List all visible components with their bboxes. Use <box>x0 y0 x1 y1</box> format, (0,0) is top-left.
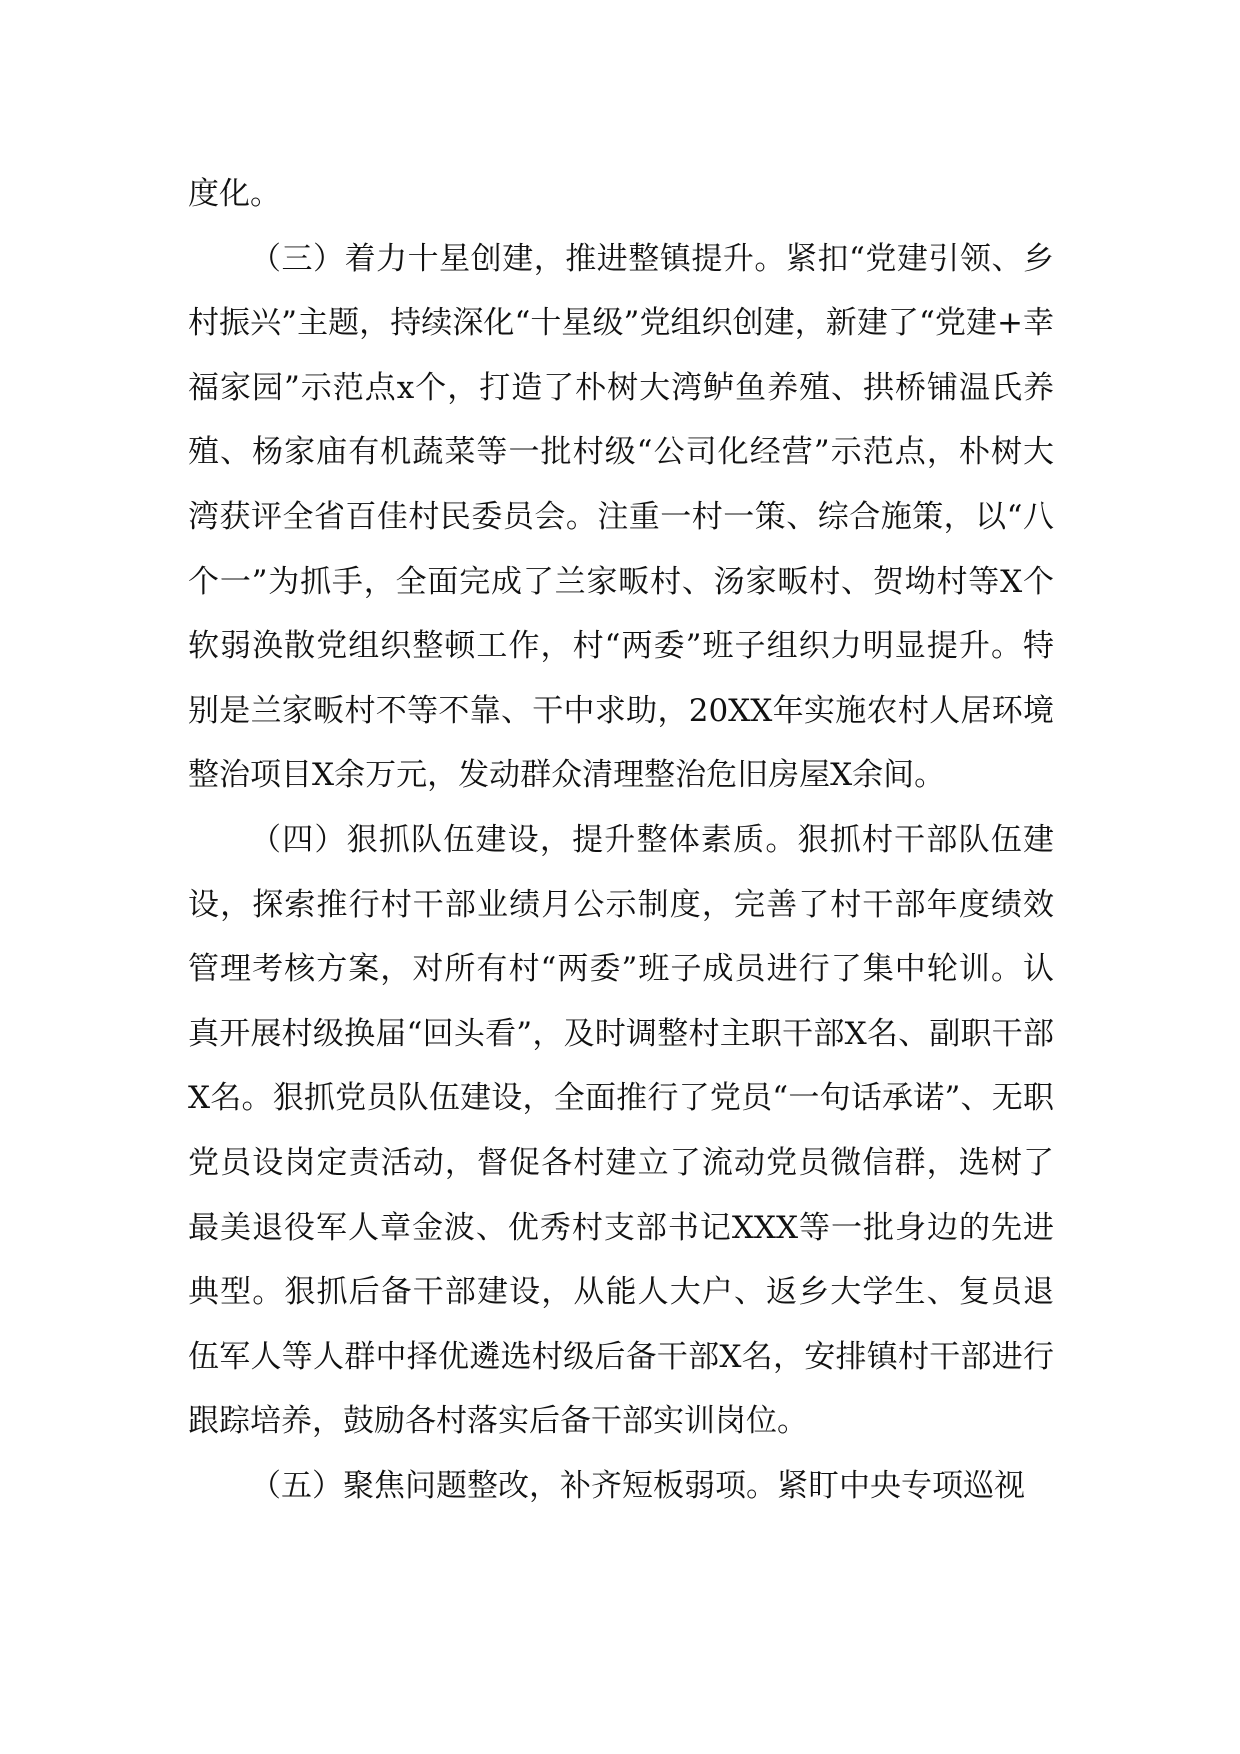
paragraph-section-5: （五）聚焦问题整改，补齐短板弱项。紧盯中央专项巡视 <box>250 1467 1025 1504</box>
paragraph-section-4: （四）狠抓队伍建设，提升整体素质。狠抓村干部队伍建设，探索推行村干部业绩月公示制度，完善了村干部年度绩效管理考核方案，对所有村“两委”班子成员进行了集中轮训。认真开展村级换届“回头看”，及时调整村主职干部X名、副职干部X名。狠抓党员队伍建设，全面推行了党员“一句话承诺”、无职党员设岗定责活动，督促各村建立了流动党员微信群，选树了最美退役军人章金波、优秀村支部书记XXX等一批身边的先进典型。狠抓后备干部建设，从能人大户、返乡大学生、复员退伍军人等人群中择优遴选村级后备干部X名，安排镇村干部进行跟踪培养，鼓励各村落实后备干部实训岗位。 <box>188 821 1054 1440</box>
body-text <box>188 162 1054 1518</box>
paragraph-section-3: （三）着力十星创建，推进整镇提升。紧扣“党建引领、乡村振兴”主题，持续深化“十星级”党组织创建，新建了“党建+幸福家园”示范点x个，打造了朴树大湾鲈鱼养殖、拱桥铺温氏养殖、杨家庙有机蔬菜等一批村级“公司化经营”示范点，朴树大湾获评全省百佳村民委员会。注重一村一策、综合施策，以“八个一”为抓手，全面完成了兰家畈村、汤家畈村、贺坳村等X个软弱涣散党组织整顿工作，村“两委”班子组织力明显提升。特别是兰家畈村不等不靠、干中求助，20XX年实施农村人居环境整治项目X余万元，发动群众清理整治危旧房屋X余间。 <box>188 240 1054 794</box>
paragraph-continuation: 度化。 <box>188 176 281 212</box>
